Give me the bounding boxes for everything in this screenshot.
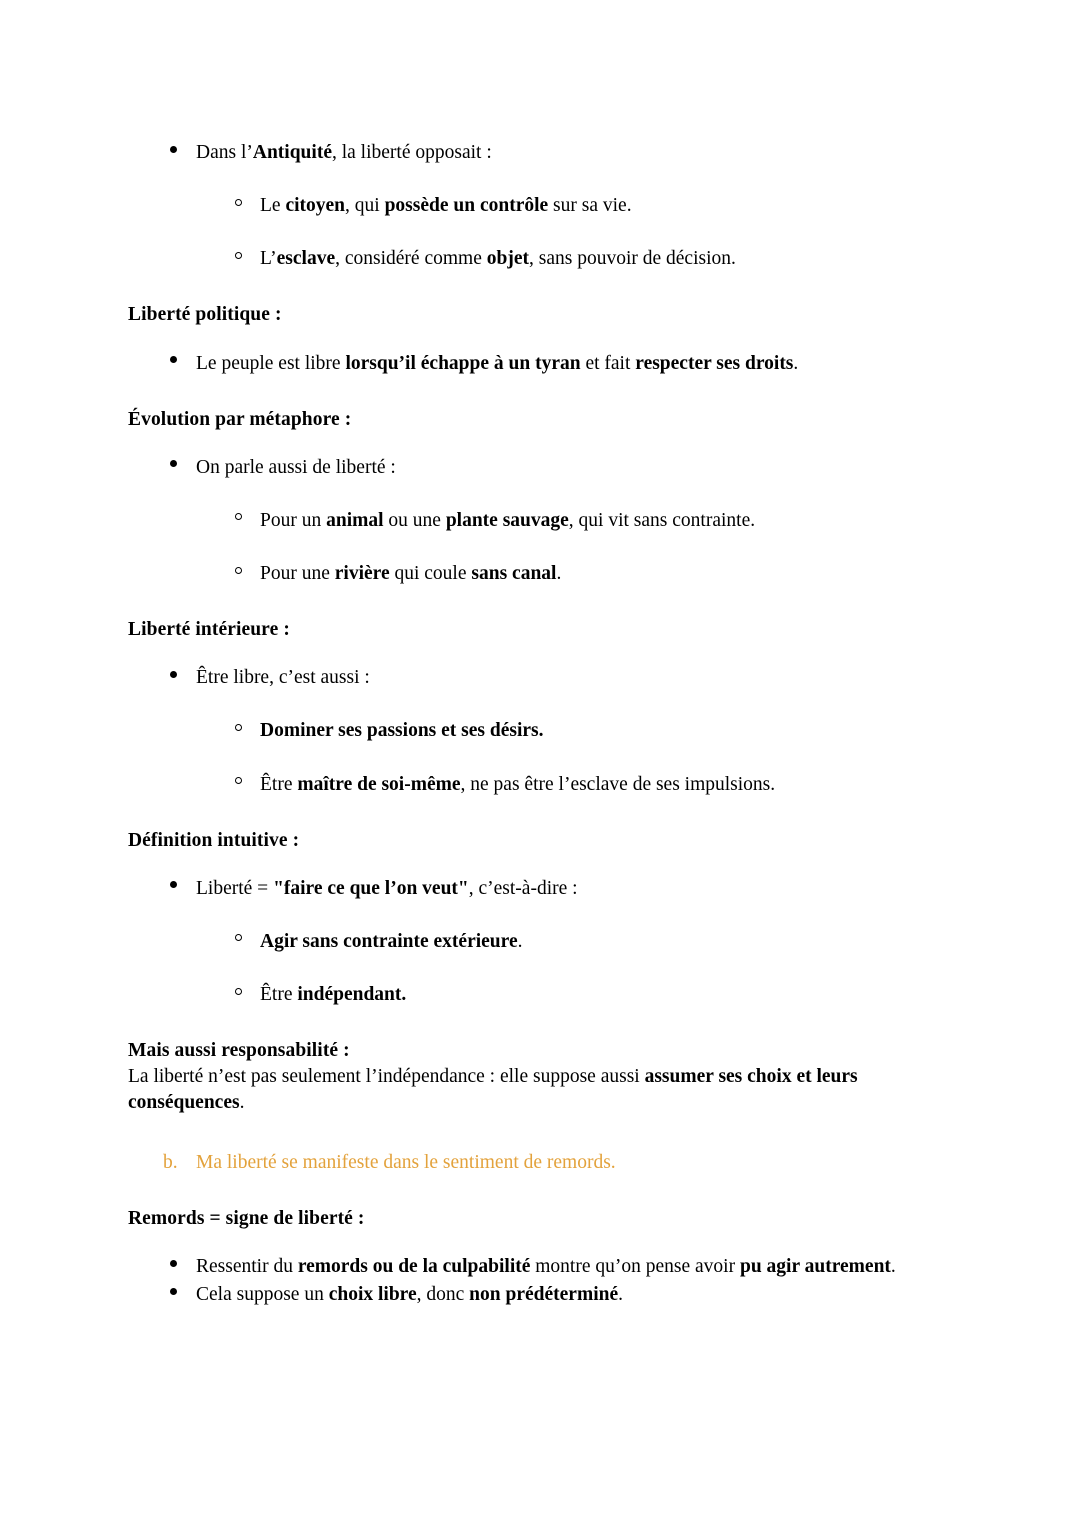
bullet-disc-icon xyxy=(166,665,180,691)
text-run: . xyxy=(890,1256,896,1278)
heading-b-remords xyxy=(128,1150,922,1176)
text-run: . xyxy=(793,352,799,374)
text-run-bold: animal xyxy=(326,509,384,531)
bullet-circle-icon xyxy=(231,772,245,798)
text-run: Être libre, c’est aussi : xyxy=(196,667,370,689)
text-run: Être xyxy=(260,984,298,1005)
text-run-bold: lorsqu’il échappe à un tyran xyxy=(345,352,581,374)
text-run-bold: Liberté politique : xyxy=(128,304,282,326)
text-run: Liberté = xyxy=(196,877,274,899)
text-run: , qui vit sans contrainte. xyxy=(568,509,756,531)
text-run: , ne pas être l’esclave de ses impulsions. xyxy=(460,773,776,795)
bullet-disc-icon xyxy=(166,351,180,377)
bullet-disc-icon xyxy=(166,1282,180,1308)
bullet-text xyxy=(260,248,736,269)
paragraph-responsabilite xyxy=(128,1064,922,1116)
bullet-disc-icon xyxy=(166,455,180,481)
bullet-text xyxy=(260,984,406,1005)
text-run: Cela suppose un xyxy=(196,1284,329,1306)
bullet-text xyxy=(196,667,370,688)
bullet-dominer-passions xyxy=(128,718,922,744)
text-run-bold: non prédéterminé xyxy=(469,1284,619,1306)
text-run-bold: Évolution par métaphore : xyxy=(128,408,352,430)
text-run-bold: citoyen xyxy=(285,195,346,217)
bullet-riviere xyxy=(128,561,922,587)
ordered-heading-text xyxy=(196,1152,616,1173)
text-run-bold: plante sauvage xyxy=(445,509,569,531)
text-run: montre qu’on pense avoir xyxy=(530,1256,740,1278)
text-run: Le xyxy=(260,195,286,217)
text-run: On parle aussi de liberté : xyxy=(196,456,396,478)
bullet-text xyxy=(196,457,396,478)
bullet-etre-libre xyxy=(128,665,922,691)
text-run: , donc xyxy=(416,1284,470,1306)
bullet-antiquite xyxy=(128,140,922,166)
bullet-circle-icon xyxy=(231,561,245,587)
text-run-bold: sans canal xyxy=(471,563,557,584)
text-run-bold: Définition intuitive : xyxy=(128,829,300,851)
bullet-text xyxy=(260,774,775,795)
text-run: . xyxy=(556,563,562,584)
text-run: , la liberté opposait : xyxy=(331,142,492,163)
heading-definition-intuitive xyxy=(128,828,922,854)
text-run-bold: maître de soi-même xyxy=(297,773,461,795)
text-run: Pour une xyxy=(260,563,335,584)
bullet-text xyxy=(196,1256,896,1277)
text-run-bold: objet xyxy=(486,248,529,270)
text-run: et fait xyxy=(580,352,636,374)
text-run-bold: possède un contrôle xyxy=(384,195,549,217)
bullet-etre-independant xyxy=(128,982,922,1008)
text-run: . xyxy=(517,930,523,952)
text-run: Dans l’ xyxy=(196,142,253,163)
text-run: , c’est-à-dire : xyxy=(468,877,578,899)
text-run-bold: pu agir autrement xyxy=(739,1256,891,1278)
bullet-disc-icon xyxy=(166,140,180,166)
text-run-bold: choix libre xyxy=(328,1284,417,1306)
heading-liberte-politique xyxy=(128,302,922,328)
text-run: Ressentir du xyxy=(196,1256,298,1278)
bullet-text xyxy=(260,563,561,584)
heading-evolution-metaphore xyxy=(128,407,922,433)
text-run-bold: esclave xyxy=(276,248,336,270)
heading-liberte-interieure xyxy=(128,617,922,643)
text-run: Être xyxy=(260,773,298,795)
text-run-bold: Liberté intérieure : xyxy=(128,619,290,641)
bullet-animal-plante xyxy=(128,508,922,534)
heading-mais-aussi-responsabilite xyxy=(128,1038,922,1064)
bullet-peuple-libre xyxy=(128,351,922,377)
text-run: , considéré comme xyxy=(335,248,487,270)
text-run-bold: Remords = signe de liberté : xyxy=(128,1208,365,1230)
text-run: . xyxy=(239,1092,245,1114)
bullet-on-parle-aussi xyxy=(128,455,922,481)
bullet-text xyxy=(196,353,798,374)
bullet-faire-ce-que-lon-veut xyxy=(128,876,922,902)
heading-remords-signe-de-liberte xyxy=(128,1206,922,1232)
bullet-maitre-de-soi xyxy=(128,772,922,798)
text-run: L’ xyxy=(260,248,277,270)
bullet-ressentir-remords xyxy=(128,1254,922,1280)
bullet-text xyxy=(260,510,755,531)
text-run: sur sa vie. xyxy=(548,195,632,217)
text-run-bold: Mais aussi responsabilité : xyxy=(128,1040,350,1062)
bullet-text xyxy=(196,142,492,163)
bullet-text xyxy=(260,720,543,741)
text-run-bold: rivière xyxy=(334,563,390,584)
text-run-bold: "faire ce que l’on veut" xyxy=(273,877,469,899)
bullet-disc-icon xyxy=(166,876,180,902)
text-run-bold: remords ou de la culpabilité xyxy=(297,1256,531,1278)
bullet-disc-icon xyxy=(166,1254,180,1280)
bullet-text xyxy=(260,195,632,216)
text-run-bold: assumer ses choix et leurs conséquences xyxy=(128,1066,858,1114)
text-run-bold: indépendant. xyxy=(297,984,407,1005)
text-run-bold: respecter ses droits xyxy=(635,352,794,374)
text-run: , sans pouvoir de décision. xyxy=(528,248,736,270)
document-body xyxy=(128,118,922,1309)
text-run: Le peuple est libre xyxy=(196,352,346,374)
bullet-text xyxy=(260,931,522,952)
text-run: qui coule xyxy=(389,563,472,584)
bullet-text xyxy=(196,878,578,899)
bullet-choix-libre xyxy=(128,1282,922,1308)
bullet-circle-icon xyxy=(231,193,245,219)
bullet-circle-icon xyxy=(231,718,245,744)
bullet-agir-sans-contrainte xyxy=(128,929,922,955)
bullet-circle-icon xyxy=(231,982,245,1008)
text-run: Ma liberté se manifeste dans le sentiment de remords. xyxy=(196,1152,616,1174)
text-run-bold: Antiquité xyxy=(252,142,332,163)
text-run: , qui xyxy=(345,195,385,217)
bullet-esclave xyxy=(128,246,922,272)
bullet-citoyen xyxy=(128,193,922,219)
bullet-circle-icon xyxy=(231,508,245,534)
bullet-circle-icon xyxy=(231,246,245,272)
text-run-bold: Dominer ses passions et ses désirs. xyxy=(260,720,544,742)
ordered-list-marker: b. xyxy=(163,1152,178,1174)
text-run: ou une xyxy=(383,509,446,531)
bullet-circle-icon xyxy=(231,929,245,955)
text-run: La liberté n’est pas seulement l’indépendance : elle suppose aussi xyxy=(128,1066,645,1088)
text-run: . xyxy=(618,1284,623,1306)
text-run: Pour un xyxy=(260,509,327,531)
bullet-text xyxy=(196,1284,623,1305)
text-run-bold: Agir sans contrainte extérieure xyxy=(260,930,518,952)
